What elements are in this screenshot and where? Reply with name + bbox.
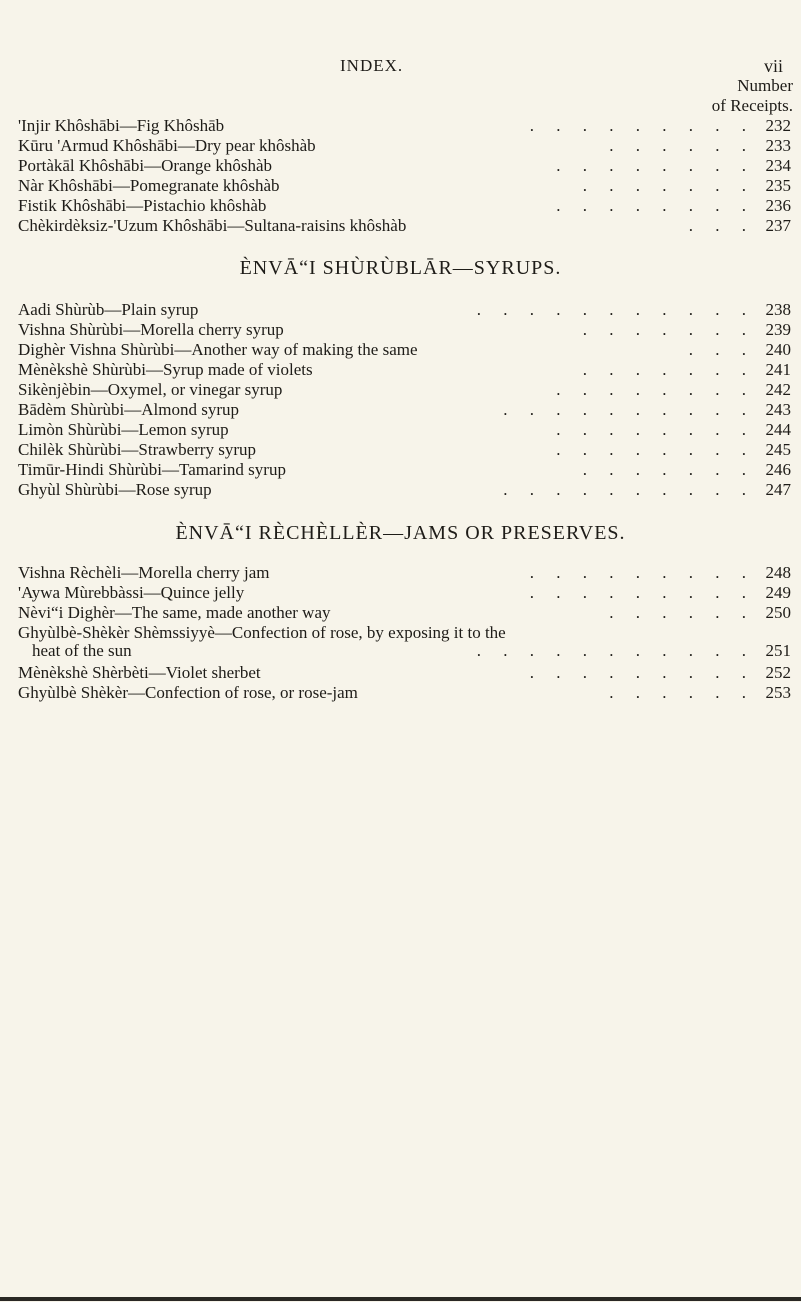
- entry-name: Sikènjèbin—Oxymel, or vinegar syrup: [18, 380, 283, 399]
- entry-name: Ghyùl Shùrùbi—Rose syrup: [18, 480, 212, 499]
- leader-dots: . . . . . .: [609, 683, 755, 702]
- leader-dots: . . . . . . . .: [556, 380, 755, 399]
- receipt-number: 247: [765, 480, 791, 499]
- entry-name: Limòn Shùrùbi—Lemon syrup: [18, 420, 229, 439]
- column-header-line-1: Number: [737, 76, 793, 95]
- entry-name: Vishna Shùrùbi—Morella cherry syrup: [18, 320, 284, 339]
- entry-name: Ghyùlbè-Shèkèr Shèmssiyyè—Confection of rose, by exposing it to the: [18, 623, 506, 642]
- leader-dots: . . . . . . . . . .: [503, 400, 755, 419]
- receipt-number: 234: [765, 156, 791, 175]
- running-title: INDEX.: [340, 56, 404, 75]
- leader-dots: . . . . . . . . . . .: [476, 641, 755, 660]
- receipt-number: 251: [765, 641, 791, 660]
- receipt-number: 248: [765, 563, 791, 582]
- entry-name: Aadi Shùrùb—Plain syrup: [18, 300, 199, 319]
- receipt-number: 252: [765, 663, 791, 682]
- section-heading-jams: ÈNVĀ“I RÈCHÈLLÈR—JAMS OR PRESERVES.: [175, 522, 626, 544]
- receipt-number: 235: [765, 176, 791, 195]
- leader-dots: . . . . . . .: [582, 460, 755, 479]
- column-header: [712, 76, 793, 116]
- entry-name: Portàkāl Khôshābi—Orange khôshàb: [18, 156, 273, 175]
- receipt-number: 250: [765, 603, 791, 622]
- receipt-number: 245: [765, 440, 791, 459]
- receipt-number: 253: [765, 683, 791, 702]
- receipt-number: 243: [765, 400, 791, 419]
- leader-dots: . . . . . . . .: [556, 196, 755, 215]
- entry-name: Fistik Khôshābi—Pistachio khôshàb: [18, 196, 267, 215]
- running-head: [0, 56, 801, 80]
- entry-name: Kūru 'Armud Khôshābi—Dry pear khôshàb: [18, 136, 316, 155]
- leader-dots: . . . . . . .: [582, 320, 755, 339]
- entry-name: Mènèkshè Shùrùbi—Syrup made of violets: [18, 360, 313, 379]
- receipt-number: 232: [765, 116, 791, 135]
- leader-dots: . . . . . . . . .: [529, 563, 755, 582]
- receipt-number: 242: [765, 380, 791, 399]
- receipt-number: 249: [765, 583, 791, 602]
- receipt-number: 241: [765, 360, 791, 379]
- column-header-line-2: of Receipts.: [711, 96, 793, 115]
- entry-name: Nèvi“i Dighèr—The same, made another way: [18, 603, 331, 622]
- leader-dots: . . . . . . .: [582, 176, 755, 195]
- entry-name: Dighèr Vishna Shùrùbi—Another way of making the same: [18, 340, 418, 359]
- leader-dots: . . .: [688, 216, 755, 235]
- leader-dots: . . . . . .: [609, 603, 755, 622]
- leader-dots: . . . . . . . .: [556, 420, 755, 439]
- leader-dots: . . .: [688, 340, 755, 359]
- entry-name-continuation: heat of the sun: [32, 641, 132, 660]
- receipt-number: 239: [765, 320, 791, 339]
- receipt-number: 244: [765, 420, 791, 439]
- section-heading-syrups: ÈNVĀ“I SHÙRÙBLĀR—SYRUPS.: [239, 257, 562, 279]
- entry-name: Chilèk Shùrùbi—Strawberry syrup: [18, 440, 256, 459]
- entry-name: 'Aywa Mùrebbàssi—Quince jelly: [18, 583, 245, 602]
- entry-name: Chèkirdèksiz-'Uzum Khôshābi—Sultana-raisins khôshàb: [18, 216, 407, 235]
- receipt-number: 240: [765, 340, 791, 359]
- receipt-number: 237: [765, 216, 791, 235]
- receipt-number: 238: [765, 300, 791, 319]
- entry-name: Bādèm Shùrùbi—Almond syrup: [18, 400, 239, 419]
- entry-name: Mènèkshè Shèrbèti—Violet sherbet: [18, 663, 261, 682]
- leader-dots: . . . . . . . . . .: [503, 480, 755, 499]
- entry-name: Timūr-Hindi Shùrùbi—Tamarind syrup: [18, 460, 286, 479]
- leader-dots: . . . . . . . . .: [529, 116, 755, 135]
- page-number: vii: [763, 56, 783, 76]
- receipt-number: 246: [765, 460, 791, 479]
- leader-dots: . . . . . . .: [582, 360, 755, 379]
- bottom-rule: [0, 1297, 801, 1301]
- leader-dots: . . . . . . . . . . .: [476, 300, 755, 319]
- entry-name: 'Injir Khôshābi—Fig Khôshāb: [18, 116, 225, 135]
- leader-dots: . . . . . . . . .: [529, 583, 755, 602]
- entry-name: Vishna Rèchèli—Morella cherry jam: [18, 563, 270, 582]
- leader-dots: . . . . . . . .: [556, 440, 755, 459]
- entry-name: Ghyùlbè Shèkèr—Confection of rose, or rose-jam: [18, 683, 358, 702]
- leader-dots: . . . . . . . . .: [529, 663, 755, 682]
- receipt-number: 233: [765, 136, 791, 155]
- leader-dots: . . . . . .: [609, 136, 755, 155]
- leader-dots: . . . . . . . .: [556, 156, 755, 175]
- entry-name: Nàr Khôshābi—Pomegranate khôshàb: [18, 176, 280, 195]
- receipt-number: 236: [765, 196, 791, 215]
